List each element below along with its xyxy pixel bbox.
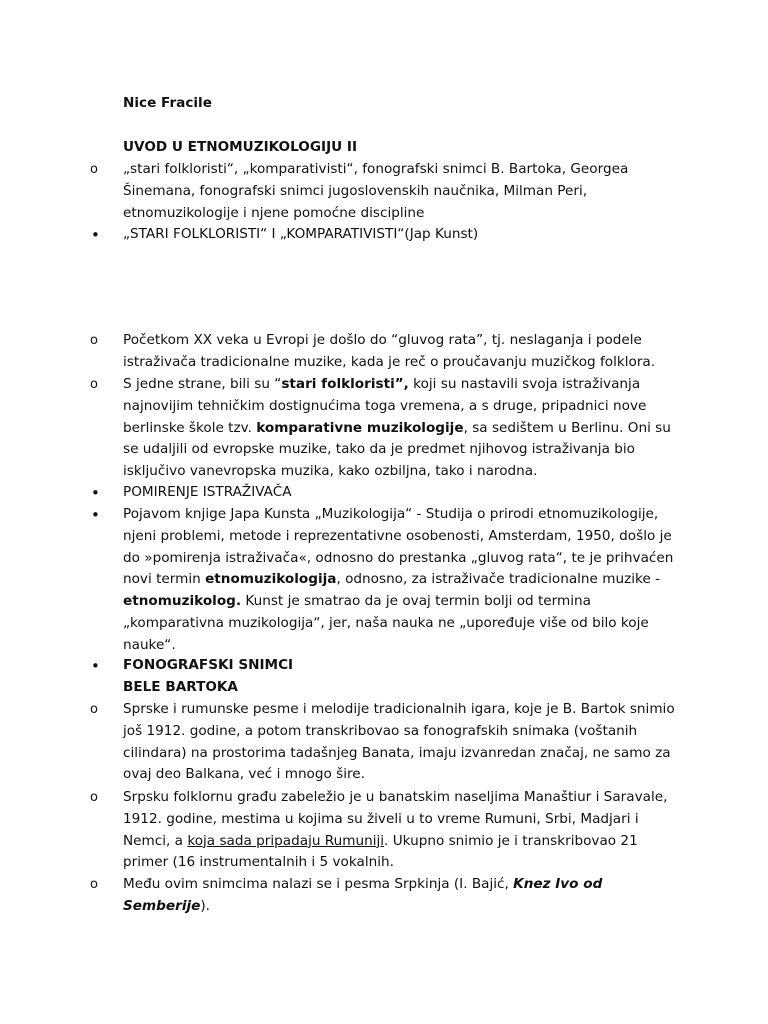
list-marker: o [90,162,98,177]
text-run: , sa sedištem u Berlinu. Oni su se udaljili od evropske muzike, tako da je predmet njihovog istraživanja bio isključivo vanevropska muzika, kako ozbiljna, tako i narodna. [123,419,671,480]
list-marker: o [90,377,98,392]
underlined-text: koja sada pripadaju Rumuniji [187,832,385,849]
bold-term-etnomuzikologija: etnomuzikologija [205,571,337,588]
section-title-line: BELE BARTOKA [123,678,238,695]
list-item-text: POMIRENJE ISTRAŽIVAČA [123,484,292,500]
bold-term-komparativne-muzikologije: komparativne muzikologije [256,419,464,436]
list-item-text: Sprske i rumunske pesme i melodije tradicionalnih igara, koje je B. Bartok snimio još 1912. godine, a potom transkribovao sa fonografskih snimaka (voštanih cilindara) na prostorima tadašnjeg Banata, imaju izvanredan značaj, ne samo za ovaj deo Balkana, već i mnogo šire. [123,701,675,783]
text-run: Među ovim snimcima nalazi se i pesma Srpkinja (I. Bajić, [123,876,514,892]
list-item-text: Početkom XX veka u Evropi je došlo do “gluvog rata”, tj. neslaganja i podele istraživača tradicionalne muzike, kada je reč o proučavanju muzičkog folklora. [123,332,656,370]
author-line: Nice Fracile [123,95,212,111]
list-marker: o [90,333,98,348]
text-run: koji su nastavili svoja istraživanja najnovijim tehničkim dostignućima toga vremena, a s druge, pripadnici nove berlinske škole tzv. [123,376,647,436]
list-item-text: „stari folkloristi“, „komparativisti“, fonografski snimci B. Bartoka, Georgea Šinemana, fonografski snimci jugoslovenskih naučnika, Milman Peri, etnomuzikologije i njene pomoćne discipline [123,161,629,221]
list-item-text [123,374,683,483]
text-run: . Ukupno snimio je i transkribovao 21 primer (16 instrumentalnih i 5 vokalnih. [123,832,638,871]
list-item-text: „STARI FOLKLORISTI“ I „KOMPARATIVISTI“(Jap Kunst) [123,226,479,242]
bold-term-etnomuzikolog: etnomuzikolog. [123,593,242,610]
list-item-text [123,874,683,918]
text-run: S jedne strane, bili su “ [123,376,282,392]
text-run: ). [200,897,210,914]
list-marker: • [91,657,100,675]
section-title-line: FONOGRAFSKI SNIMCI [123,657,294,673]
list-marker: • [91,484,100,502]
text-run: Pojavom knjige Japa Kunsta „Muzikologija“ - Studija o prirodi etnomuzikologije, njeni problemi, metode i reprezentativne osobenosti, Amsterdam, 1950, došlo je do »pomirenja istraživača«, odnosno do prestanka „gluvog rata“, te je prihvaćen novi termin [123,506,674,588]
text-run: , odnosno, za istraživače tradicionalne muzike - [336,571,660,588]
document-heading: UVOD U ETNOMUZIKOLOGIJU II [123,139,358,155]
list-marker: • [91,226,100,244]
list-item-text [123,787,683,874]
list-marker: o [90,702,98,717]
bold-term-stari-folkloristi: stari folkloristi”, [281,376,409,392]
bold-italic-title: Knez Ivo od Semberije [123,876,603,914]
list-marker: o [90,790,98,805]
list-marker: o [90,877,98,892]
section-title [123,655,683,699]
list-marker: • [91,506,100,524]
text-run: Kunst je smatrao da je ovaj termin bolji od termina „komparativna muzikologija“, jer, naša nauka ne „upoređuje više od bilo koje nauke“. [123,593,649,653]
text-run: Srpsku folklornu građu zabeležio je u banatskim naseljima Manaštiur i Saravale, 1912. godine, mestima u kojima su živeli u to vreme Rumuni, Srbi, Madjari i Nemci, a [123,789,668,849]
list-item-text [123,504,683,657]
